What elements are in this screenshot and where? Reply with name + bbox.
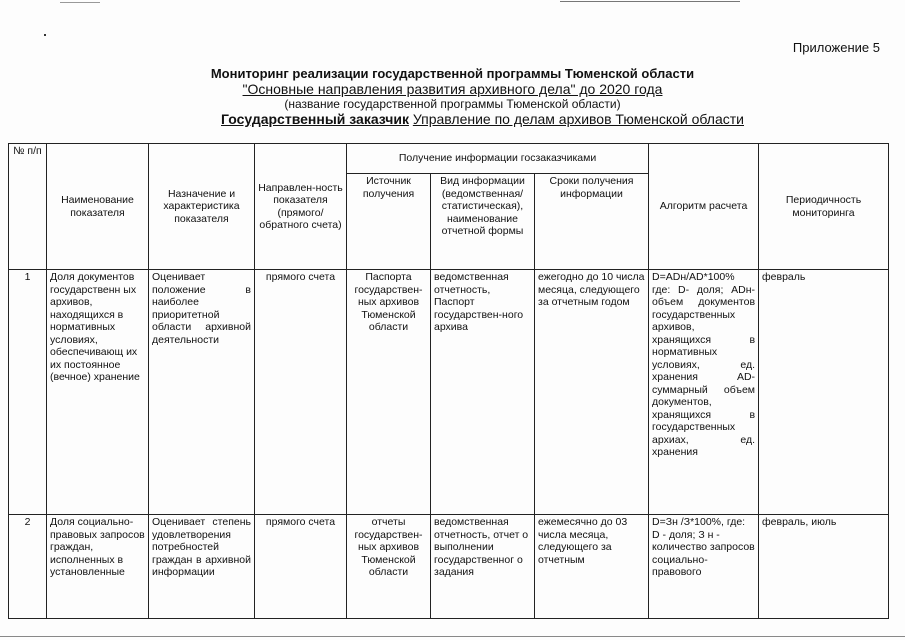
program-name: "Основные направления развития архивного дела" до 2020 года <box>242 81 663 97</box>
cell-type: ведомственная отчетность, Паспорт государствен-ного архива <box>431 270 535 515</box>
cell-num: 1 <box>9 270 47 515</box>
cell-purpose: Оценивает степень удовлетворения потребностей граждан в архивной информации <box>149 515 255 619</box>
cell-name: Доля социально-правовых запросов граждан, исполненных в установленные <box>47 515 149 619</box>
state-customer-label: Государственный заказчик <box>221 111 409 127</box>
table-row <box>9 515 889 619</box>
header-row-1 <box>9 144 889 174</box>
document-title: Мониторинг реализации государственной программы Тюменской области <box>210 66 695 81</box>
cell-direction: прямого счета <box>255 270 347 515</box>
appendix-label: Приложение 5 <box>792 40 880 55</box>
col-header-info-group: Получение информации госзаказчиками <box>347 144 649 174</box>
program-name-hint: (название государственной программы Тюменской области) <box>284 97 621 111</box>
cell-source: Паспорта государствен-ных архивов Тюменской области <box>347 270 431 515</box>
col-header-type: Вид информации (ведомственная/ статистическая), наименование отчетной формы <box>431 174 535 270</box>
document-header <box>0 66 905 128</box>
col-header-name: Наименование показателя <box>47 144 149 270</box>
cell-periodicity: февраль, июль <box>759 515 889 619</box>
col-header-terms: Сроки получения информации <box>535 174 649 270</box>
cell-direction: прямого счета <box>255 515 347 619</box>
cell-algorithm: D=ADн/AD*100% где: D- доля; ADн- объем документов государственных архивов, хранящихся в нормативных условиях, ед. хранения AD-суммарный объем документов, хранящихся в государственных архиах, ед. хранения <box>649 270 759 515</box>
cell-terms: ежегодно до 10 числа месяца, следующего за отчетным годом <box>535 270 649 515</box>
scan-artifact-top <box>560 1 740 2</box>
table-row <box>9 270 889 515</box>
cell-source: отчеты государствен-ных архивов Тюменской области <box>347 515 431 619</box>
state-customer <box>60 111 905 128</box>
scan-artifact-top-left <box>60 2 100 3</box>
col-header-num: № п/п <box>9 144 47 270</box>
col-header-algorithm: Алгоритм расчета <box>649 144 759 270</box>
col-header-source: Источник получения <box>347 174 431 270</box>
cell-algorithm: D=Зн /З*100%, где: D - доля; З н - количество запросов социально-правового <box>649 515 759 619</box>
col-header-periodicity: Периодичность мониторинга <box>759 144 889 270</box>
cell-purpose: Оценивает положение в наиболее приоритетной области архивной деятельности <box>149 270 255 515</box>
col-header-direction: Направлен-ность показателя (прямого/ обратного счета) <box>255 144 347 270</box>
cell-terms: ежемесячно до 03 числа месяца, следующего за отчетным <box>535 515 649 619</box>
col-header-purpose: Назначение и характеристика показателя <box>149 144 255 270</box>
cell-periodicity: февраль <box>759 270 889 515</box>
monitoring-table <box>8 143 889 619</box>
cell-name: Доля документов государственн ых архивов, находящихся в нормативных условиях, обеспечивающ их их постоянное (вечное) хранение <box>47 270 149 515</box>
scan-artifact-bottom <box>0 636 905 637</box>
cell-type: ведомственная отчетность, отчет о выполнении государственног о задания <box>431 515 535 619</box>
scan-dot <box>44 34 46 36</box>
state-customer-value: Управление по делам архивов Тюменской области <box>412 111 744 127</box>
cell-num: 2 <box>9 515 47 619</box>
